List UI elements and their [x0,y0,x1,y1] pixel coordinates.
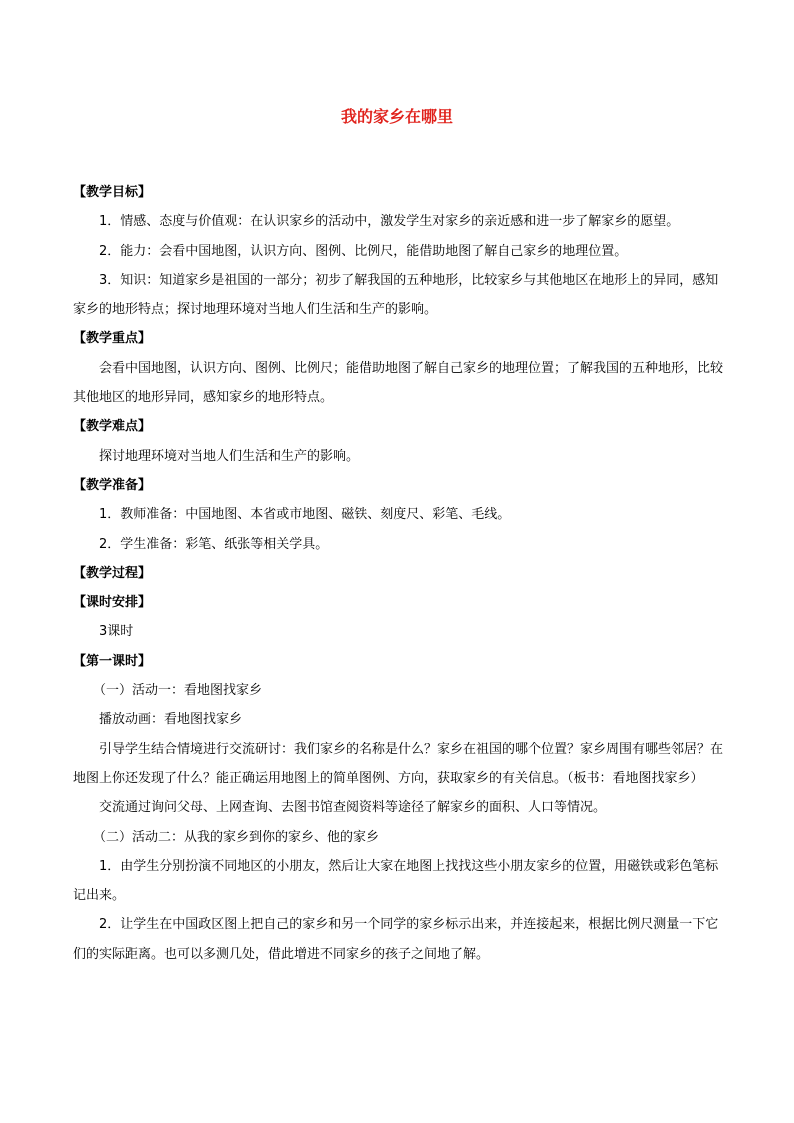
activity-one-exchange: 交流通过询问父母、上网查询、去图书馆查阅资料等途径了解家乡的面积、人口等情况。 [99,800,607,816]
goal-item-1: 1．情感、态度与价值观：在认识家乡的活动中，激发学生对家乡的亲近感和进一步了解家乡的愿望。 [99,214,680,230]
key-points-text: 会看中国地图，认识方向、图例、比例尺；能借助地图了解自己家乡的地理位置；了解我国的五种地形，比较其他地区的地形异同，感知家乡的地形特点。 [73,360,724,406]
difficulty-heading: 【教学难点】 [73,419,152,435]
preparation-heading: 【教学准备】 [73,477,152,493]
activity-two-title: （二）活动二：从我的家乡到你的家乡、他的家乡 [93,829,380,845]
preparation-item-2: 2．学生准备：彩笔、纸张等相关学具。 [99,536,329,552]
activity-one-title: （一）活动一：看地图找家乡 [93,683,263,699]
goals-heading: 【教学目标】 [73,185,152,200]
activity-two-item-2: 2．让学生在中国政区图上把自己的家乡和另一个同学的家乡标示出来，并连接起来，根据比例尺测量一下它们的实际距离。也可以多测几处，借此增进不同家乡的孩子之间地了解。 [73,917,719,962]
activity-one-play: 播放动画：看地图找家乡 [99,712,243,728]
key-points-heading: 【教学重点】 [73,331,152,347]
process-heading: 【教学过程】 [73,565,152,581]
schedule-text: 3课时 [99,624,134,640]
activity-two-item-1: 1．由学生分别扮演不同地区的小朋友，然后让大家在地图上找找这些小朋友家乡的位置，用磁铁或彩色笔标记出来。 [73,858,719,904]
goal-item-2: 2．能力：会看中国地图，认识方向、图例、比例尺，能借助地图了解自己家乡的地理位置。 [99,243,628,259]
document-title: 我的家乡在哪里 [340,107,453,126]
schedule-heading: 【课时安排】 [73,595,152,611]
preparation-item-1: 1．教师准备：中国地图、本省或市地图、磁铁、刻度尺、彩笔、毛线。 [99,507,511,523]
lesson-one-heading: 【第一课时】 [73,653,152,669]
activity-one-guide: 引导学生结合情境进行交流研讨：我们家乡的名称是什么？家乡在祖国的哪个位置？家乡周围有哪些邻居？在地图上你还发现了什么？能正确运用地图上的简单图例、方向，获取家乡的有关信息。（板书：看地图找家乡） [73,741,724,786]
goal-item-3: 3．知识：知道家乡是祖国的一部分；初步了解我国的五种地形，比较家乡与其他地区在地形上的异同，感知家乡的地形特点；探讨地理环境对当地人们生活和生产的影响。 [73,272,719,318]
document-body [73,178,723,969]
difficulty-text: 探讨地理环境对当地人们生活和生产的影响。 [99,448,360,464]
